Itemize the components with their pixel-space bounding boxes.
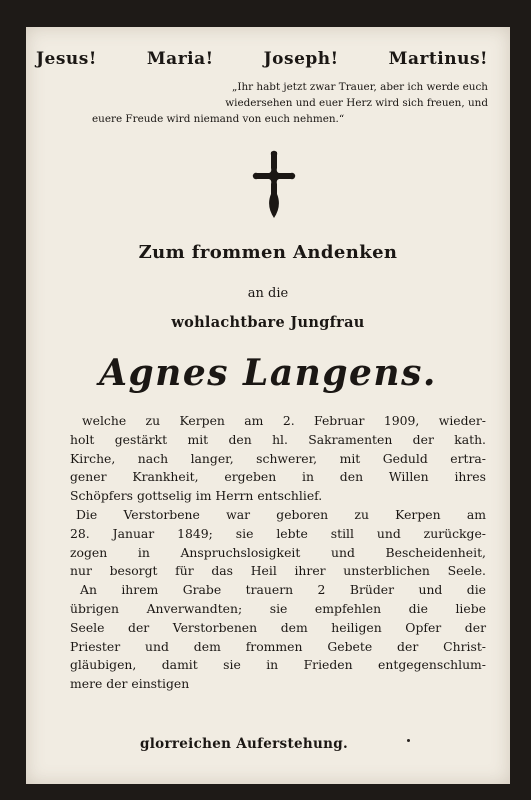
saints-invocation: [36, 49, 488, 69]
text-line: An ihrem Grabe trauern 2 Brüder und die: [80, 582, 486, 598]
scripture-quote: [92, 79, 488, 127]
text-line: Kirche, nach langer, schwerer, mit Geduld ertra-: [70, 450, 486, 466]
dedication-an-die: an die: [247, 286, 289, 301]
text-line: holt gestärkt mit den hl. Sakramenten der kath.: [70, 431, 486, 447]
biography-text: [70, 412, 486, 694]
text-line: mere der einstigen: [70, 676, 190, 692]
text-line: gener Krankheit, ergeben in den Willen ihres: [70, 469, 486, 485]
text-line: übrigen Anverwandten; sie empfehlen die liebe: [70, 600, 486, 616]
quote-line: wiedersehen und euer Herz wird sich freuen, und: [225, 97, 488, 109]
saint-joseph: Joseph!: [263, 49, 339, 69]
saint-jesus: Jesus!: [36, 49, 97, 69]
text-line: nur besorgt für das Heil ihrer unsterblichen Seele.: [70, 563, 486, 579]
text-line: zogen in Anspruchslosigkeit und Bescheidenheit,: [70, 544, 486, 560]
text-line: Seele der Verstorbenen dem heiligen Opfer der: [70, 619, 486, 635]
quote-line: euere Freude wird niemand von euch nehmen.“: [92, 113, 345, 125]
closing-line: glorreichen Auferstehung.: [140, 736, 348, 752]
text-line: welche zu Kerpen am 2. Februar 1909, wieder-: [82, 413, 486, 428]
text-line: 28. Januar 1849; sie lebte still und zurückge-: [70, 525, 486, 541]
text-line: Priester und dem frommen Gebete der Christ-: [70, 638, 486, 654]
deceased-name: Agnes Langens.: [99, 352, 437, 394]
dedication-descriptor: wohlachtbare Jungfrau: [171, 314, 365, 331]
text-line: Die Verstorbene war geboren zu Kerpen am: [76, 506, 486, 522]
text-line: Schöpfers gottselig im Herrn entschlief.: [70, 488, 323, 504]
saint-maria: Maria!: [146, 49, 214, 69]
quote-line: „Ihr habt jetzt zwar Trauer, aber ich werde euch: [231, 81, 488, 93]
saint-martinus: Martinus!: [388, 49, 488, 69]
cross-icon: [252, 150, 296, 220]
text-line: gläubigen, damit sie in Frieden entgegenschlum-: [70, 657, 486, 673]
ink-dot: [407, 739, 410, 742]
dedication-title: Zum frommen Andenken: [138, 242, 398, 263]
